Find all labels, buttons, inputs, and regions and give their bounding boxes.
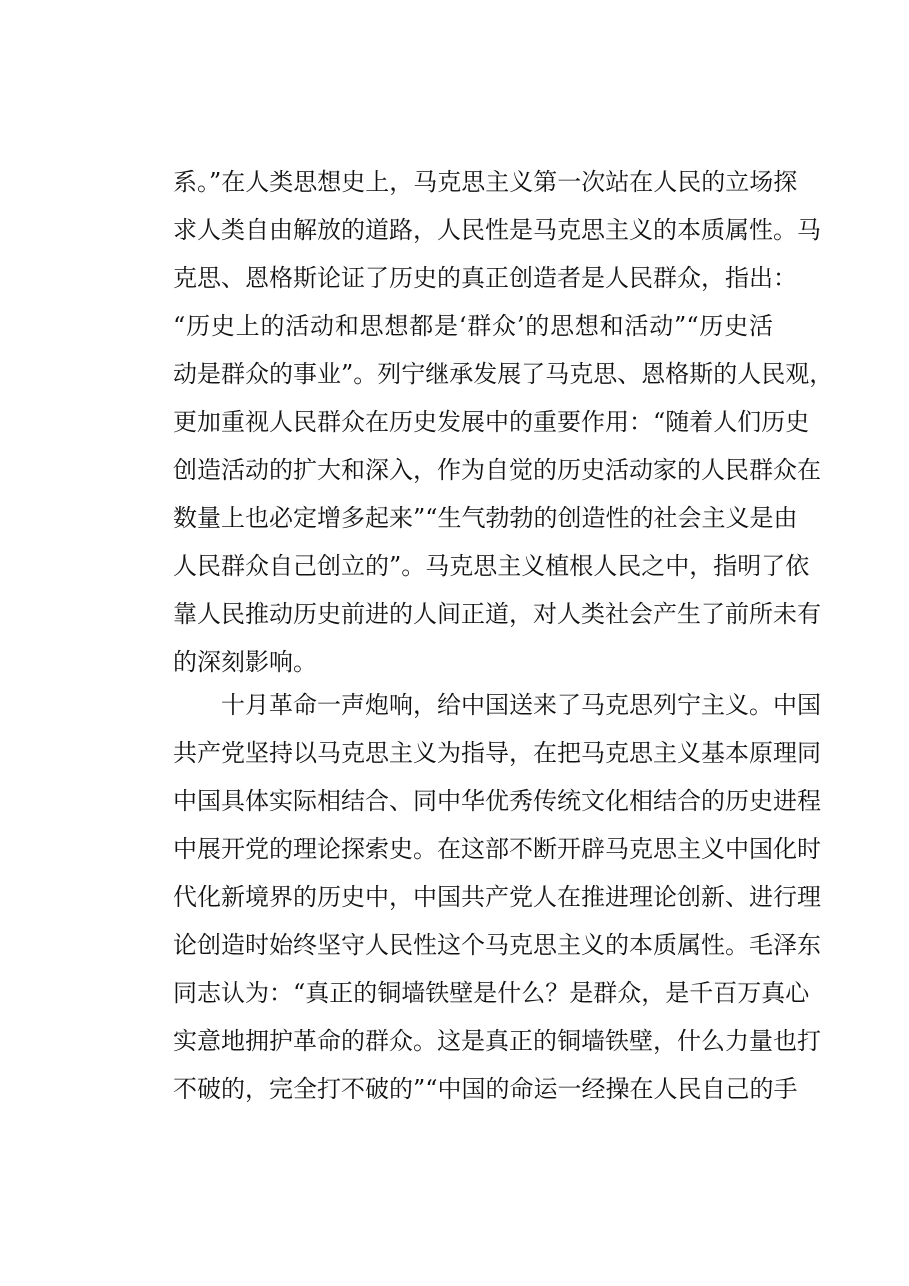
paragraph-line: 实意地拥护革命的群众。这是真正的铜墙铁壁，什么力量也打: [173, 1027, 821, 1055]
paragraph-line: 中国具体实际相结合、同中华优秀传统文化相结合的历史进程: [173, 787, 821, 815]
paragraph-line: 人民群众自己创立的”。马克思主义植根人民之中，指明了依: [173, 552, 810, 580]
paragraph-line: 求人类自由解放的道路，人民性是马克思主义的本质属性。马: [173, 216, 821, 244]
paragraph-line: 代化新境界的历史中，中国共产党人在推进理论创新、进行理: [173, 883, 821, 911]
paragraph-line: 系。”在人类思想史上，马克思主义第一次站在人民的立场探: [173, 168, 798, 196]
paragraph-2: [173, 681, 821, 1113]
paragraph-line: 靠人民推动历史前进的人间正道，对人类社会产生了前所未有: [173, 600, 821, 628]
paragraph-line: 的深刻影响。: [173, 648, 317, 676]
paragraph-line: 论创造时始终坚守人民性这个马克思主义的本质属性。毛泽东: [173, 931, 821, 959]
paragraph-line: 克思、恩格斯论证了历史的真正创造者是人民群众，指出：: [173, 264, 797, 292]
paragraph-line: 共产党坚持以马克思主义为指导，在把马克思主义基本原理同: [173, 739, 821, 767]
paragraph-line: 创造活动的扩大和深入，作为自觉的历史活动家的人民群众在: [173, 456, 821, 484]
paragraph-line: 更加重视人民群众在历史发展中的重要作用：“随着人们历史: [173, 408, 810, 436]
paragraph-1: [173, 158, 834, 686]
paragraph-line: 同志认为：“真正的铜墙铁壁是什么？是群众，是千百万真心: [173, 979, 810, 1007]
paragraph-line: 中展开党的理论探索史。在这部不断开辟马克思主义中国化时: [173, 835, 821, 863]
paragraph-line: 十月革命一声炮响，给中国送来了马克思列宁主义。中国: [221, 691, 821, 719]
paragraph-line: 不破的，完全打不破的”“中国的命运一经操在人民自己的手: [173, 1075, 798, 1103]
paragraph-line: 动是群众的事业”。列宁继承发展了马克思、恩格斯的人民观，: [173, 360, 834, 388]
paragraph-line: “历史上的活动和思想都是‘群众’的思想和活动”“历史活: [173, 312, 773, 340]
paragraph-line: 数量上也必定增多起来”“生气勃勃的创造性的社会主义是由: [173, 504, 798, 532]
